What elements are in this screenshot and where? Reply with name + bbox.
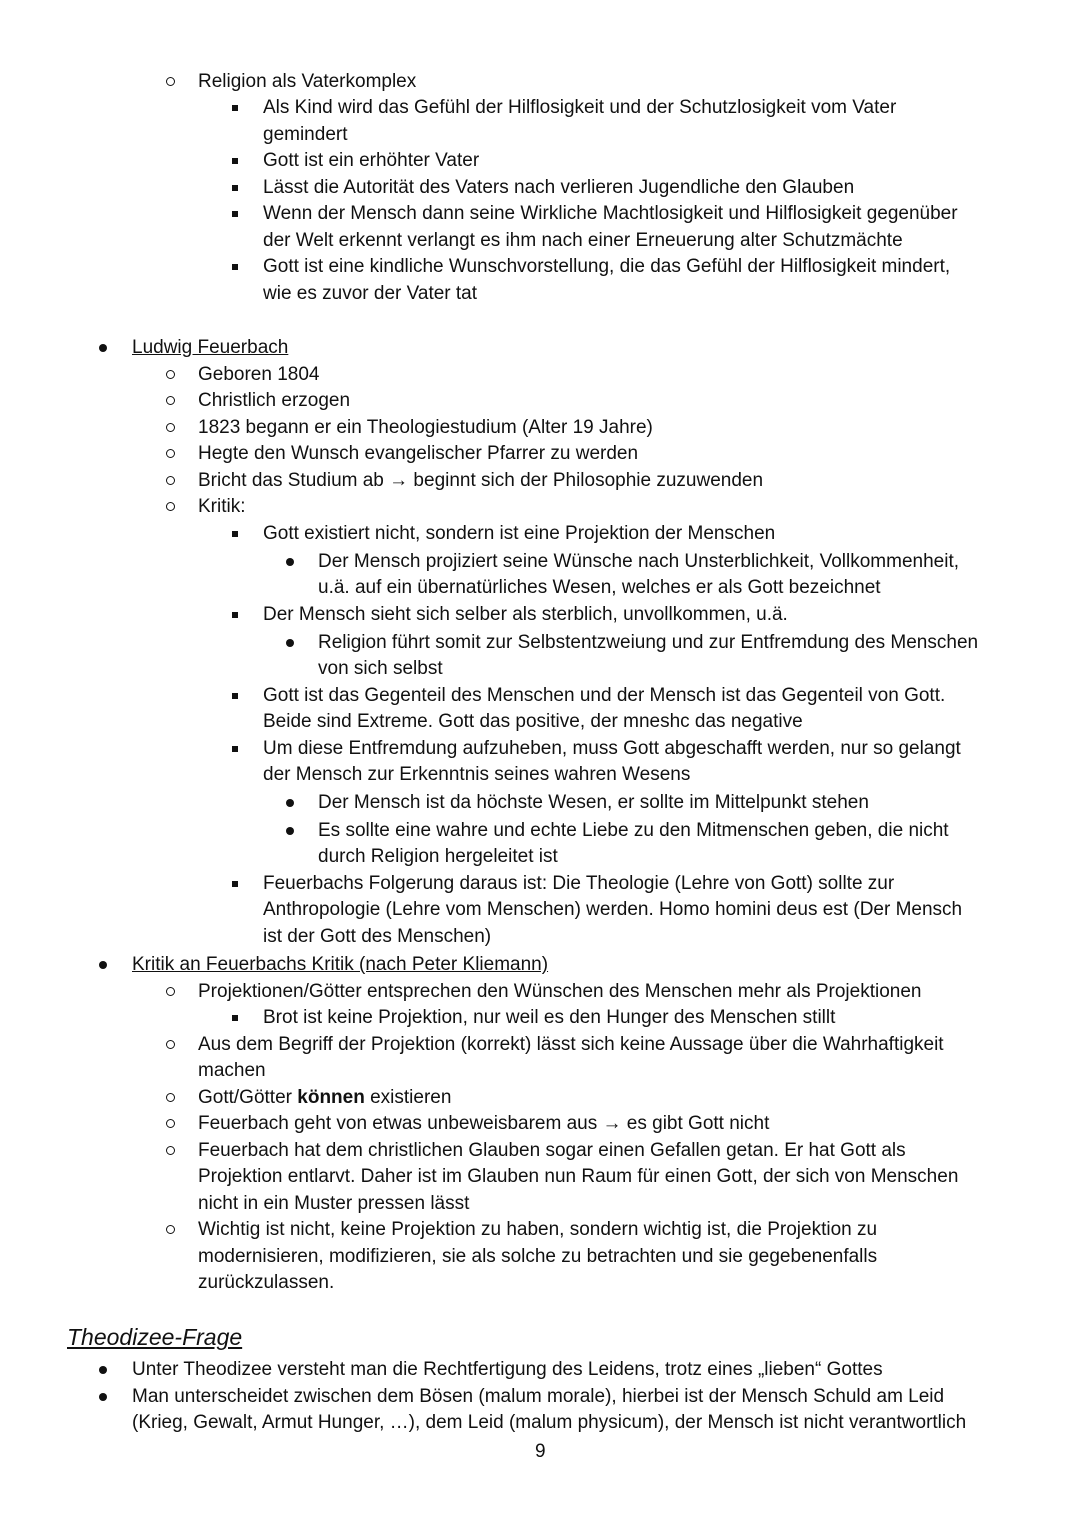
square-bullet-icon [232, 175, 238, 202]
theodizee-item: Unter Theodizee versteht man die Rechtfertigung des Leidens, trotz eines „lieben“ Gottes [132, 1359, 883, 1380]
disc-bullet-icon [286, 630, 294, 657]
kliemann-item: Feuerbach geht von etwas unbeweisbarem aus → es gibt Gott nicht [198, 1113, 770, 1134]
square-bullet-icon [232, 95, 238, 122]
emphasis-koennen: können [297, 1087, 365, 1108]
kliemann-item-cont: zurückzulassen. [198, 1272, 335, 1293]
disc-bullet-icon [99, 1384, 107, 1411]
kliemann-item-cont: Projektion entlarvt. Daher ist im Glauben nun Raum für einen Gott, der sich von Menschen [198, 1166, 959, 1187]
square-bullet-icon [232, 1005, 238, 1032]
disc-bullet-icon [286, 790, 294, 817]
kliemann-subitem: Brot ist keine Projektion, nur weil es den Hunger des Menschen stillt [263, 1007, 836, 1028]
kritik-subpoint: Religion führt somit zur Selbstentzweiung und zur Entfremdung des Menschen [318, 632, 979, 653]
circle-bullet-icon [166, 1032, 175, 1059]
kritik-subpoint-cont: u.ä. auf ein übernatürliches Wesen, welches er als Gott bezeichnet [318, 577, 881, 598]
circle-bullet-icon [166, 1111, 175, 1138]
theodizee-heading: Theodizee-Frage [67, 1324, 243, 1350]
circle-bullet-icon [166, 388, 175, 415]
feuerbach-bio-item: 1823 begann er ein Theologiestudium (Alter 19 Jahre) [198, 417, 653, 438]
square-bullet-icon [232, 683, 238, 710]
feuerbach-bio-item: Christlich erzogen [198, 390, 351, 411]
circle-bullet-icon [166, 69, 175, 96]
square-bullet-icon [232, 602, 238, 629]
kritik-point-cont: Anthropologie (Lehre vom Menschen) werden. Homo homini deus est (Der Mensch [263, 899, 963, 920]
kliemann-heading: Kritik an Feuerbachs Kritik (nach Peter Kliemann) [132, 954, 549, 975]
disc-bullet-icon [286, 818, 294, 845]
disc-bullet-icon [99, 1357, 107, 1384]
circle-bullet-icon [166, 494, 175, 521]
vaterkomplex-point: Als Kind wird das Gefühl der Hilflosigkeit und der Schutzlosigkeit vom Vater [263, 97, 897, 118]
page-number: 9 [535, 1441, 546, 1462]
square-bullet-icon [232, 201, 238, 228]
vaterkomplex-point-cont: gemindert [263, 124, 348, 145]
disc-bullet-icon [99, 952, 107, 979]
vaterkomplex-point: Wenn der Mensch dann seine Wirkliche Machtlosigkeit und Hilflosigkeit gegenüber [263, 203, 958, 224]
kritik-point-cont: ist der Gott des Menschen) [263, 926, 492, 947]
feuerbach-bio-item: Hegte den Wunsch evangelischer Pfarrer zu werden [198, 443, 639, 464]
vaterkomplex-point: Lässt die Autorität des Vaters nach verlieren Jugendliche den Glauben [263, 177, 855, 198]
feuerbach-bio-item: Bricht das Studium ab → beginnt sich der Philosophie zuzuwenden [198, 470, 764, 491]
kritik-point: Der Mensch sieht sich selber als sterblich, unvollkommen, u.ä. [263, 604, 788, 625]
square-bullet-icon [232, 148, 238, 175]
kritik-point-cont: der Mensch zur Erkenntnis seines wahren Wesens [263, 764, 691, 785]
kliemann-item [198, 1085, 451, 1112]
vaterkomplex-point-cont: der Welt erkennt verlangt es ihm nach einer Erneuerung alter Schutzmächte [263, 230, 903, 251]
disc-bullet-icon [99, 335, 107, 362]
circle-bullet-icon [166, 1217, 175, 1244]
kliemann-text: Gott/Götter [198, 1087, 298, 1108]
kritik-subpoint-cont: durch Religion hergeleitet ist [318, 846, 558, 867]
kliemann-item-cont: nicht in ein Muster pressen lässt [198, 1193, 470, 1214]
feuerbach-heading: Ludwig Feuerbach [132, 337, 289, 358]
vaterkomplex-heading: Religion als Vaterkomplex [198, 71, 417, 92]
vaterkomplex-point: Gott ist ein erhöhter Vater [263, 150, 480, 171]
theodizee-item-cont: (Krieg, Gewalt, Armut Hunger, …), dem Leid (malum physicum), der Mensch ist nicht verantwortlich [132, 1412, 967, 1433]
feuerbach-bio-item: Geboren 1804 [198, 364, 320, 385]
kliemann-item: Projektionen/Götter entsprechen den Wünschen des Menschen mehr als Projektionen [198, 981, 922, 1002]
circle-bullet-icon [166, 1138, 175, 1165]
kritik-subpoint: Der Mensch ist da höchste Wesen, er sollte im Mittelpunkt stehen [318, 792, 869, 813]
kritik-subpoint-cont: von sich selbst [318, 658, 443, 679]
circle-bullet-icon [166, 979, 175, 1006]
disc-bullet-icon [286, 549, 294, 576]
square-bullet-icon [232, 736, 238, 763]
circle-bullet-icon [166, 415, 175, 442]
kliemann-item-cont: machen [198, 1060, 266, 1081]
kritik-point: Feuerbachs Folgerung daraus ist: Die Theologie (Lehre von Gott) sollte zur [263, 873, 895, 894]
square-bullet-icon [232, 871, 238, 898]
vaterkomplex-point-cont: wie es zuvor der Vater tat [263, 283, 478, 304]
theodizee-item: Man unterscheidet zwischen dem Bösen (malum morale), hierbei ist der Mensch Schuld am Leid [132, 1386, 945, 1407]
square-bullet-icon [232, 521, 238, 548]
kritik-subpoint: Der Mensch projiziert seine Wünsche nach Unsterblichkeit, Vollkommenheit, [318, 551, 959, 572]
vaterkomplex-point: Gott ist eine kindliche Wunschvorstellung, die das Gefühl der Hilflosigkeit mindert, [263, 256, 951, 277]
kliemann-item: Wichtig ist nicht, keine Projektion zu haben, sondern wichtig ist, die Projektion zu [198, 1219, 878, 1240]
circle-bullet-icon [166, 362, 175, 389]
feuerbach-kritik-label: Kritik: [198, 496, 246, 517]
kritik-point: Gott ist das Gegenteil des Menschen und der Mensch ist das Gegenteil von Gott. [263, 685, 946, 706]
circle-bullet-icon [166, 468, 175, 495]
kritik-point: Um diese Entfremdung aufzuheben, muss Gott abgeschafft werden, nur so gelangt [263, 738, 961, 759]
kliemann-text: existieren [364, 1087, 452, 1108]
kliemann-item: Aus dem Begriff der Projektion (korrekt) lässt sich keine Aussage über die Wahrhaftigkeit [198, 1034, 944, 1055]
kritik-subpoint: Es sollte eine wahre und echte Liebe zu den Mitmenschen geben, die nicht [318, 820, 949, 841]
kritik-point: Gott existiert nicht, sondern ist eine Projektion der Menschen [263, 523, 776, 544]
square-bullet-icon [232, 254, 238, 281]
kritik-point-cont: Beide sind Extreme. Gott das positive, der mneshc das negative [263, 711, 803, 732]
kliemann-item: Feuerbach hat dem christlichen Glauben sogar einen Gefallen getan. Er hat Gott als [198, 1140, 906, 1161]
circle-bullet-icon [166, 1085, 175, 1112]
circle-bullet-icon [166, 441, 175, 468]
kliemann-item-cont: modernisieren, modifizieren, sie als solche zu betrachten und sie gegebenenfalls [198, 1246, 878, 1267]
